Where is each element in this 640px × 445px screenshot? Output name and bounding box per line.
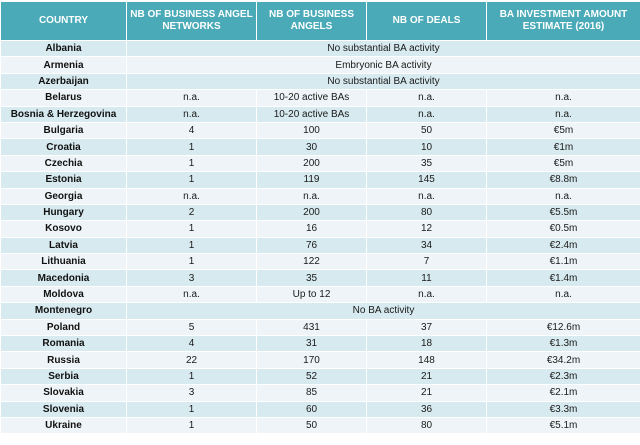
business-angel-table bbox=[0, 1, 640, 434]
header-row bbox=[1, 2, 640, 41]
table-row bbox=[1, 41, 640, 57]
country-cell: Romania bbox=[1, 336, 127, 352]
angels-cell: 30 bbox=[257, 139, 367, 155]
header-networks: NB OF BUSINESS ANGEL NETWORKS bbox=[127, 2, 257, 41]
table-row bbox=[1, 172, 640, 188]
header-amount: BA INVESTMENT AMOUNT ESTIMATE (2016) bbox=[487, 2, 640, 41]
amount-cell: n.a. bbox=[487, 106, 640, 122]
country-cell: Russia bbox=[1, 352, 127, 368]
angels-cell: 16 bbox=[257, 221, 367, 237]
deals-cell: 145 bbox=[367, 172, 487, 188]
deals-cell: 21 bbox=[367, 368, 487, 384]
deals-cell: 34 bbox=[367, 237, 487, 253]
angels-cell: 52 bbox=[257, 368, 367, 384]
country-cell: Slovakia bbox=[1, 385, 127, 401]
country-cell: Latvia bbox=[1, 237, 127, 253]
amount-cell: €2.3m bbox=[487, 368, 640, 384]
deals-cell: n.a. bbox=[367, 188, 487, 204]
deals-cell: 50 bbox=[367, 122, 487, 138]
angels-cell: 100 bbox=[257, 122, 367, 138]
amount-cell: €5.1m bbox=[487, 417, 640, 433]
country-cell: Georgia bbox=[1, 188, 127, 204]
deals-cell: 80 bbox=[367, 417, 487, 433]
angels-cell: 200 bbox=[257, 204, 367, 220]
amount-cell: €5m bbox=[487, 122, 640, 138]
deals-cell: 36 bbox=[367, 401, 487, 417]
country-cell: Slovenia bbox=[1, 401, 127, 417]
table-row bbox=[1, 221, 640, 237]
amount-cell: €5.5m bbox=[487, 204, 640, 220]
angels-cell: n.a. bbox=[257, 188, 367, 204]
angels-cell: 10-20 active BAs bbox=[257, 106, 367, 122]
networks-cell: 1 bbox=[127, 155, 257, 171]
angels-cell: 170 bbox=[257, 352, 367, 368]
table-row bbox=[1, 270, 640, 286]
table-row bbox=[1, 254, 640, 270]
table-row bbox=[1, 106, 640, 122]
networks-cell: 1 bbox=[127, 254, 257, 270]
networks-cell: 1 bbox=[127, 401, 257, 417]
country-cell: Croatia bbox=[1, 139, 127, 155]
deals-cell: 10 bbox=[367, 139, 487, 155]
amount-cell: n.a. bbox=[487, 90, 640, 106]
deals-cell: 80 bbox=[367, 204, 487, 220]
angels-cell: 35 bbox=[257, 270, 367, 286]
angels-cell: 122 bbox=[257, 254, 367, 270]
country-cell: Macedonia bbox=[1, 270, 127, 286]
networks-cell: 1 bbox=[127, 139, 257, 155]
networks-cell: 3 bbox=[127, 385, 257, 401]
table-row bbox=[1, 90, 640, 106]
amount-cell: €3.3m bbox=[487, 401, 640, 417]
networks-cell: n.a. bbox=[127, 106, 257, 122]
country-cell: Estonia bbox=[1, 172, 127, 188]
header-angels: NB OF BUSINESS ANGELS bbox=[257, 2, 367, 41]
networks-cell: 3 bbox=[127, 270, 257, 286]
activity-note-cell: Embryonic BA activity bbox=[127, 57, 640, 73]
deals-cell: 7 bbox=[367, 254, 487, 270]
networks-cell: 1 bbox=[127, 417, 257, 433]
amount-cell: €1m bbox=[487, 139, 640, 155]
country-cell: Azerbaijan bbox=[1, 73, 127, 89]
amount-cell: €1.1m bbox=[487, 254, 640, 270]
table-row bbox=[1, 401, 640, 417]
activity-note-cell: No substantial BA activity bbox=[127, 73, 640, 89]
amount-cell: €12.6m bbox=[487, 319, 640, 335]
deals-cell: 148 bbox=[367, 352, 487, 368]
table-row bbox=[1, 139, 640, 155]
header-deals: NB OF DEALS bbox=[367, 2, 487, 41]
networks-cell: 1 bbox=[127, 172, 257, 188]
angels-cell: 431 bbox=[257, 319, 367, 335]
amount-cell: €2.4m bbox=[487, 237, 640, 253]
amount-cell: n.a. bbox=[487, 188, 640, 204]
activity-note-cell: No substantial BA activity bbox=[127, 41, 640, 57]
angels-cell: 31 bbox=[257, 336, 367, 352]
networks-cell: 4 bbox=[127, 122, 257, 138]
amount-cell: n.a. bbox=[487, 286, 640, 302]
country-cell: Ukraine bbox=[1, 417, 127, 433]
angels-cell: 76 bbox=[257, 237, 367, 253]
activity-note-cell: No BA activity bbox=[127, 303, 640, 319]
country-cell: Czechia bbox=[1, 155, 127, 171]
table-row bbox=[1, 368, 640, 384]
amount-cell: €8.8m bbox=[487, 172, 640, 188]
networks-cell: 1 bbox=[127, 221, 257, 237]
angels-cell: 60 bbox=[257, 401, 367, 417]
networks-cell: 5 bbox=[127, 319, 257, 335]
deals-cell: 21 bbox=[367, 385, 487, 401]
deals-cell: 35 bbox=[367, 155, 487, 171]
table-header bbox=[1, 2, 640, 41]
country-cell: Bulgaria bbox=[1, 122, 127, 138]
table-row bbox=[1, 352, 640, 368]
amount-cell: €34.2m bbox=[487, 352, 640, 368]
table-body bbox=[1, 41, 640, 434]
deals-cell: n.a. bbox=[367, 286, 487, 302]
angels-cell: Up to 12 bbox=[257, 286, 367, 302]
country-cell: Hungary bbox=[1, 204, 127, 220]
table-row bbox=[1, 385, 640, 401]
country-cell: Moldova bbox=[1, 286, 127, 302]
deals-cell: 11 bbox=[367, 270, 487, 286]
country-cell: Poland bbox=[1, 319, 127, 335]
deals-cell: 12 bbox=[367, 221, 487, 237]
networks-cell: 22 bbox=[127, 352, 257, 368]
amount-cell: €1.3m bbox=[487, 336, 640, 352]
deals-cell: n.a. bbox=[367, 90, 487, 106]
country-cell: Lithuania bbox=[1, 254, 127, 270]
networks-cell: n.a. bbox=[127, 286, 257, 302]
table-row bbox=[1, 188, 640, 204]
table-row bbox=[1, 57, 640, 73]
table-row bbox=[1, 204, 640, 220]
header-country: COUNTRY bbox=[1, 2, 127, 41]
deals-cell: 37 bbox=[367, 319, 487, 335]
table-row bbox=[1, 73, 640, 89]
table-row bbox=[1, 122, 640, 138]
angels-cell: 10-20 active BAs bbox=[257, 90, 367, 106]
angels-cell: 85 bbox=[257, 385, 367, 401]
networks-cell: 1 bbox=[127, 237, 257, 253]
table-row bbox=[1, 336, 640, 352]
networks-cell: 1 bbox=[127, 368, 257, 384]
table-row bbox=[1, 417, 640, 433]
amount-cell: €0.5m bbox=[487, 221, 640, 237]
networks-cell: n.a. bbox=[127, 90, 257, 106]
country-cell: Armenia bbox=[1, 57, 127, 73]
country-cell: Albania bbox=[1, 41, 127, 57]
country-cell: Bosnia & Herzegovina bbox=[1, 106, 127, 122]
networks-cell: n.a. bbox=[127, 188, 257, 204]
table-row bbox=[1, 319, 640, 335]
country-cell: Montenegro bbox=[1, 303, 127, 319]
country-cell: Belarus bbox=[1, 90, 127, 106]
deals-cell: 18 bbox=[367, 336, 487, 352]
country-cell: Serbia bbox=[1, 368, 127, 384]
amount-cell: €2.1m bbox=[487, 385, 640, 401]
angels-cell: 200 bbox=[257, 155, 367, 171]
deals-cell: n.a. bbox=[367, 106, 487, 122]
angels-cell: 119 bbox=[257, 172, 367, 188]
table-row bbox=[1, 237, 640, 253]
amount-cell: €5m bbox=[487, 155, 640, 171]
angels-cell: 50 bbox=[257, 417, 367, 433]
networks-cell: 4 bbox=[127, 336, 257, 352]
table-row bbox=[1, 286, 640, 302]
table-row bbox=[1, 155, 640, 171]
country-cell: Kosovo bbox=[1, 221, 127, 237]
networks-cell: 2 bbox=[127, 204, 257, 220]
amount-cell: €1.4m bbox=[487, 270, 640, 286]
table-row bbox=[1, 303, 640, 319]
